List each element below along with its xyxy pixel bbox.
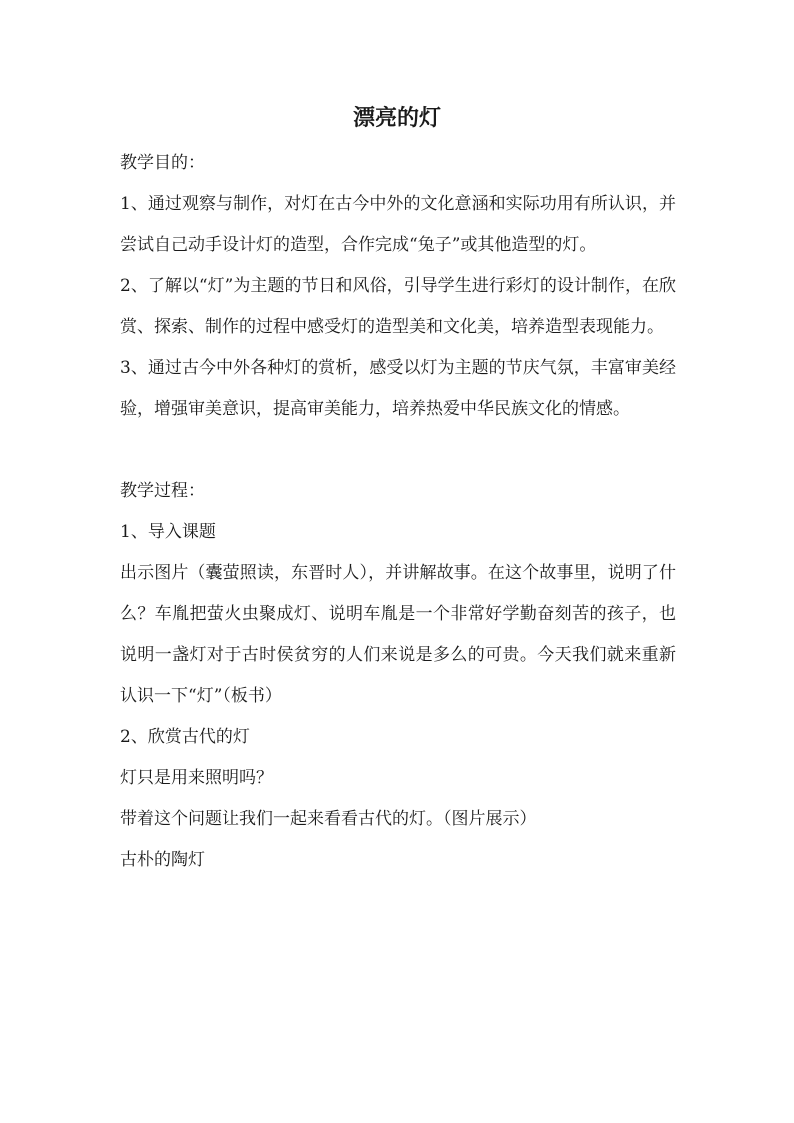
process-heading: 教学过程： — [120, 481, 205, 501]
step-2-question: 灯只是用来照明吗？ — [120, 768, 273, 788]
step-1-title: 1、导入课题 — [120, 522, 216, 542]
objective-item-3: 3、通过古今中外各种灯的赏析，感受以灯为主题的节庆气氛，丰富审美经验，增强审美意识，提高审美能力，培养热爱中华民族文化的情感。 — [120, 358, 676, 419]
blank-line — [120, 430, 676, 471]
document-body — [120, 143, 676, 881]
objective-item-2: 2、了解以“灯”为主题的节日和风俗，引导学生进行彩灯的设计制作，在欣赏、探索、制作的过程中感受灯的造型美和文化美，培养造型表现能力。 — [120, 276, 676, 337]
objectives-heading: 教学目的： — [120, 153, 205, 173]
step-1-text: 出示图片（囊萤照读，东晋时人），并讲解故事。在这个故事里，说明了什么？车胤把萤火虫聚成灯、说明车胤是一个非常好学勤奋刻苦的孩子，也说明一盏灯对于古时侯贫穷的人们来说是多么的可贵。今天我们就来重新认识一下“灯”（板书） — [120, 563, 676, 706]
objective-item-1: 1、通过观察与制作，对灯在古今中外的文化意涵和实际功用有所认识，并尝试自己动手设计灯的造型，合作完成“兔子”或其他造型的灯。 — [120, 194, 676, 255]
step-2-instruction: 带着这个问题让我们一起来看看古代的灯。（图片展示） — [120, 809, 537, 829]
document-title: 漂亮的灯 — [352, 105, 441, 131]
step-2-item: 古朴的陶灯 — [120, 850, 205, 870]
step-2-title: 2、欣赏古代的灯 — [120, 727, 250, 747]
